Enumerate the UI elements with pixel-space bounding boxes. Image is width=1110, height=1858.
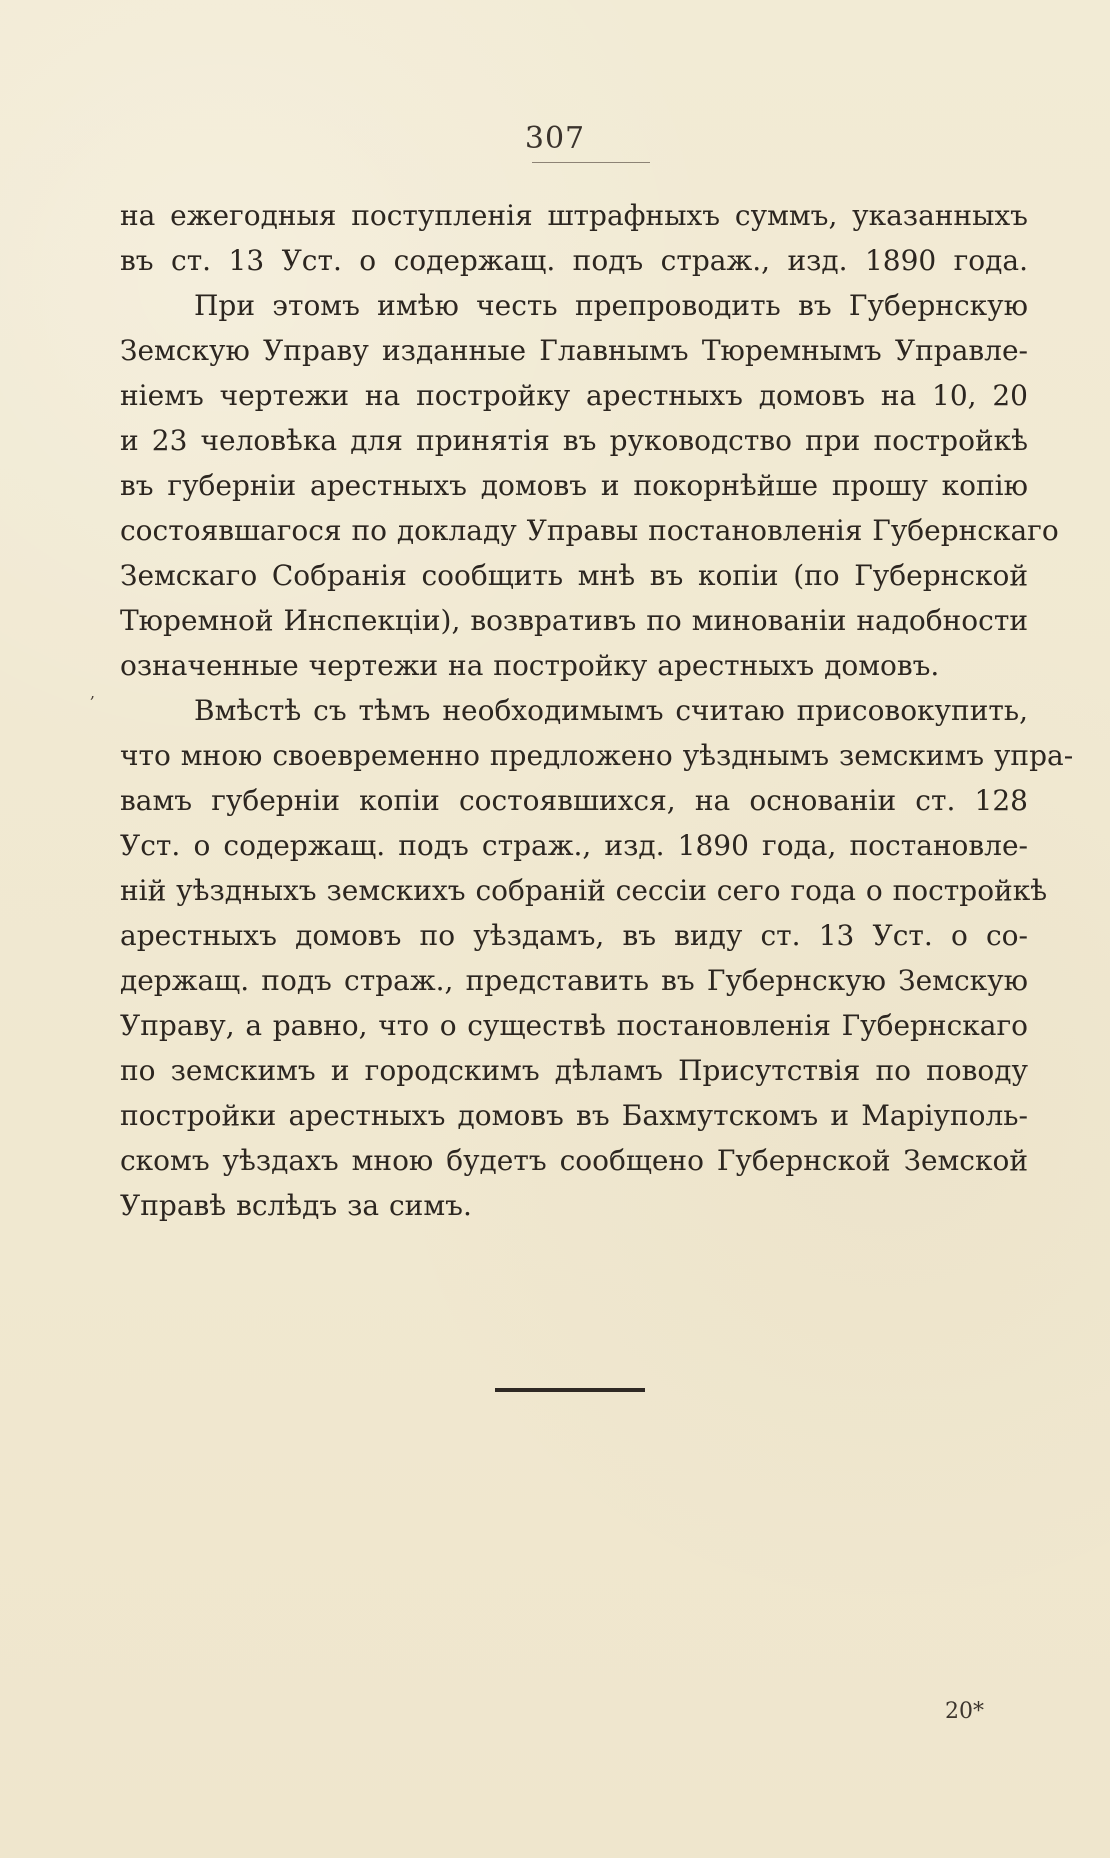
text-line-6: и 23 человѣка для принятія въ руководство при постройкѣ: [120, 424, 1028, 457]
text-line-8: состоявшагося по докладу Управы постановленія Губернскаго: [120, 514, 1059, 547]
page-number-rule: [532, 162, 650, 163]
text-line-23: Управѣ вслѣдъ за симъ.: [120, 1189, 472, 1222]
text-line-1: на ежегодныя поступленія штрафныхъ суммъ, указанныхъ: [120, 199, 1028, 232]
text-line-4: Земскую Управу изданные Главнымъ Тюремнымъ Управле-: [120, 334, 1028, 367]
text-line-15: Уст. о содержащ. подъ страж., изд. 1890 года, постановле-: [120, 829, 1028, 862]
text-line-2: въ ст. 13 Уст. о содержащ. подъ страж., изд. 1890 года.: [120, 244, 1028, 277]
margin-comma: ,: [90, 683, 96, 702]
text-line-7: въ губерніи арестныхъ домовъ и покорнѣйше прошу копію: [120, 469, 1028, 502]
text-line-5: ніемъ чертежи на постройку арестныхъ домовъ на 10, 20: [120, 379, 1028, 412]
text-line-20: по земскимъ и городскимъ дѣламъ Присутствія по поводу: [120, 1054, 1028, 1087]
text-line-21: постройки арестныхъ домовъ въ Бахмутскомъ и Маріуполь-: [120, 1099, 1028, 1132]
text-line-19: Управу, а равно, что о существѣ постановленія Губернскаго: [120, 1009, 1028, 1042]
text-line-11: означенные чертежи на постройку арестныхъ домовъ.: [120, 649, 940, 682]
text-line-10: Тюремной Инспекціи), возвративъ по минованіи надобности: [120, 604, 1028, 637]
text-line-3: При этомъ имѣю честь препроводить въ Губернскую: [194, 289, 1028, 322]
text-line-12: Вмѣстѣ съ тѣмъ необходимымъ считаю присовокупить,: [194, 694, 1028, 727]
section-divider: [495, 1388, 645, 1392]
text-line-17: арестныхъ домовъ по уѣздамъ, въ виду ст. 13 Уст. о со-: [120, 919, 1028, 952]
page-number: 307: [524, 121, 586, 156]
text-line-9: Земскаго Собранія сообщить мнѣ въ копіи (по Губернской: [120, 559, 1028, 592]
text-line-18: держащ. подъ страж., представить въ Губернскую Земскую: [120, 964, 1028, 997]
text-line-14: вамъ губерніи копіи состоявшихся, на основаніи ст. 128: [120, 784, 1028, 817]
text-line-16: ній уѣздныхъ земскихъ собраній сессіи сего года о постройкѣ: [120, 874, 1048, 907]
signature-mark: 20*: [945, 1699, 984, 1724]
text-line-13: что мною своевременно предложено уѣзднымъ земскимъ упра-: [120, 739, 1074, 772]
body-text: [120, 193, 1074, 1228]
text-line-22: скомъ уѣздахъ мною будетъ сообщено Губернской Земской: [120, 1144, 1028, 1177]
